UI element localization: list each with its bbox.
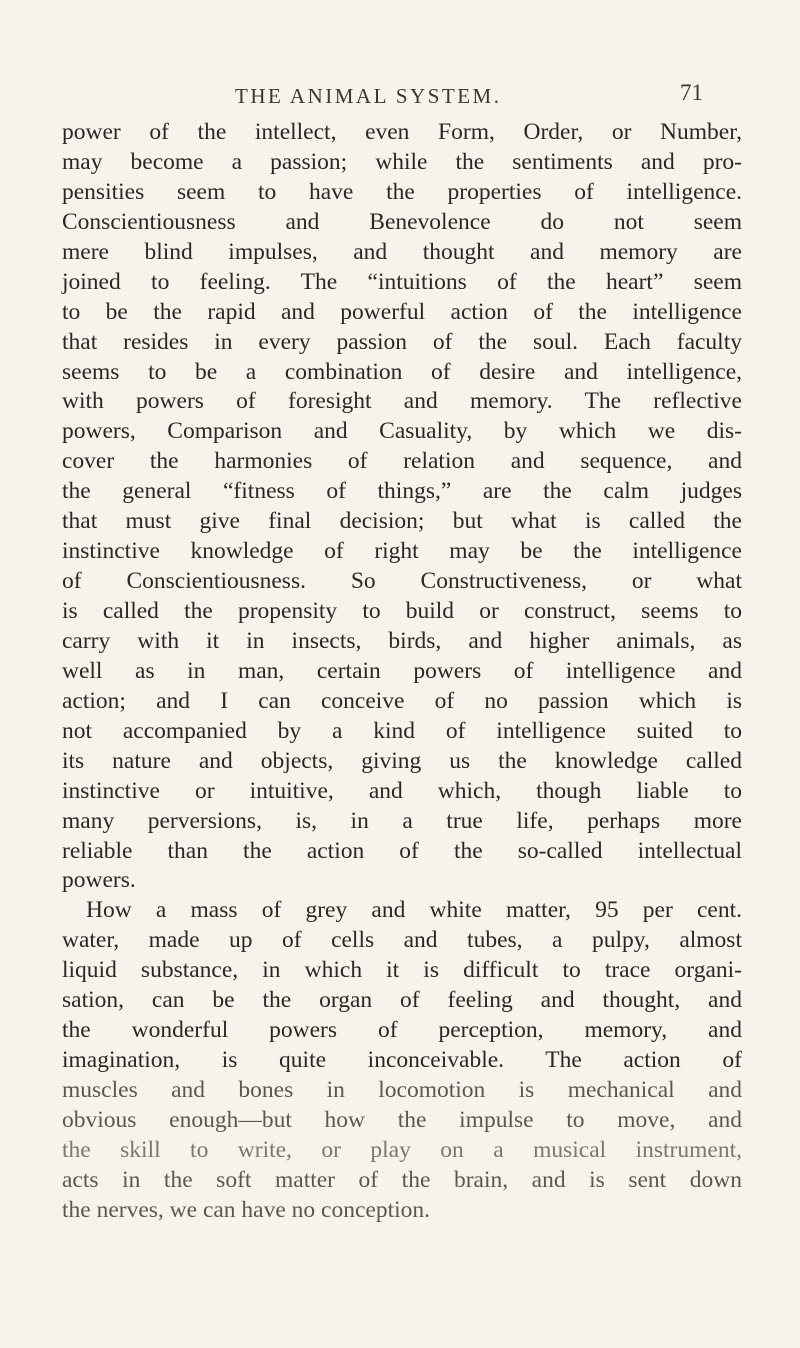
text-line: How a mass of grey and white matter, 95 per cent. bbox=[86, 897, 742, 924]
text-line: instinctive knowledge of right may be the intelligence bbox=[62, 538, 742, 565]
text-line: mere blind impulses, and thought and memory are bbox=[62, 238, 742, 265]
text-line: many perversions, is, in a true life, perhaps more bbox=[62, 807, 742, 834]
text-line: muscles and bones in locomotion is mechanical and bbox=[62, 1077, 742, 1103]
text-line: imagination, is quite inconceivable. The action of bbox=[62, 1047, 742, 1074]
text-line: powers. bbox=[62, 867, 136, 894]
text-line: Conscientiousness and Benevolence do not seem bbox=[62, 208, 742, 235]
text-line: carry with it in insects, birds, and higher animals, as bbox=[62, 627, 742, 654]
text-line: is called the propensity to build or construct, seems to bbox=[62, 598, 742, 624]
text-line: pensities seem to have the properties of intelligence. bbox=[62, 178, 742, 205]
text-line: obvious enough—but how the impulse to move, and bbox=[62, 1106, 742, 1133]
text-line: that must give final decision; but what is called the bbox=[62, 508, 742, 535]
text-line: action; and I can conceive of no passion which is bbox=[62, 687, 742, 714]
text-line: its nature and objects, giving us the knowledge called bbox=[62, 747, 742, 774]
text-line: reliable than the action of the so-called intellectual bbox=[62, 837, 742, 864]
text-line: liquid substance, in which it is difficult to trace organi- bbox=[62, 957, 742, 984]
text-line: instinctive or intuitive, and which, though liable to bbox=[62, 777, 742, 804]
paragraph bbox=[62, 118, 742, 896]
text-line: acts in the soft matter of the brain, and is sent down bbox=[62, 1166, 742, 1193]
page-number: 71 bbox=[680, 80, 703, 105]
text-line: with powers of foresight and memory. The reflective bbox=[62, 388, 742, 415]
text-line: cover the harmonies of relation and sequence, and bbox=[62, 448, 742, 475]
text-line: the general “fitness of things,” are the calm judges bbox=[62, 478, 742, 505]
text-line: of Conscientiousness. So Constructiveness, or what bbox=[62, 568, 742, 595]
running-head: THE ANIMAL SYSTEM. bbox=[235, 84, 502, 108]
text-line: power of the intellect, even Form, Order, or Number, bbox=[62, 119, 742, 145]
paragraph bbox=[62, 896, 742, 1225]
text-line: the wonderful powers of perception, memory, and bbox=[62, 1017, 742, 1044]
text-line: to be the rapid and powerful action of the intelligence bbox=[62, 298, 742, 325]
text-line: that resides in every passion of the soul. Each faculty bbox=[62, 328, 742, 355]
text-line: well as in man, certain powers of intelligence and bbox=[62, 657, 742, 684]
text-line: not accompanied by a kind of intelligence suited to bbox=[62, 717, 742, 744]
text-line: water, made up of cells and tubes, a pulpy, almost bbox=[62, 927, 742, 954]
text-line: the skill to write, or play on a musical instrument, bbox=[62, 1136, 742, 1163]
text-line: the nerves, we can have no conception. bbox=[62, 1196, 431, 1223]
text-line: may become a passion; while the sentiments and pro- bbox=[62, 148, 742, 175]
text-line: seems to be a combination of desire and intelligence, bbox=[62, 358, 742, 385]
text-line: joined to feeling. The “intuitions of the heart” seem bbox=[62, 268, 742, 295]
text-line: sation, can be the organ of feeling and thought, and bbox=[62, 987, 742, 1014]
text-line: powers, Comparison and Casuality, by which we dis- bbox=[62, 418, 742, 445]
body-text bbox=[62, 118, 742, 1226]
